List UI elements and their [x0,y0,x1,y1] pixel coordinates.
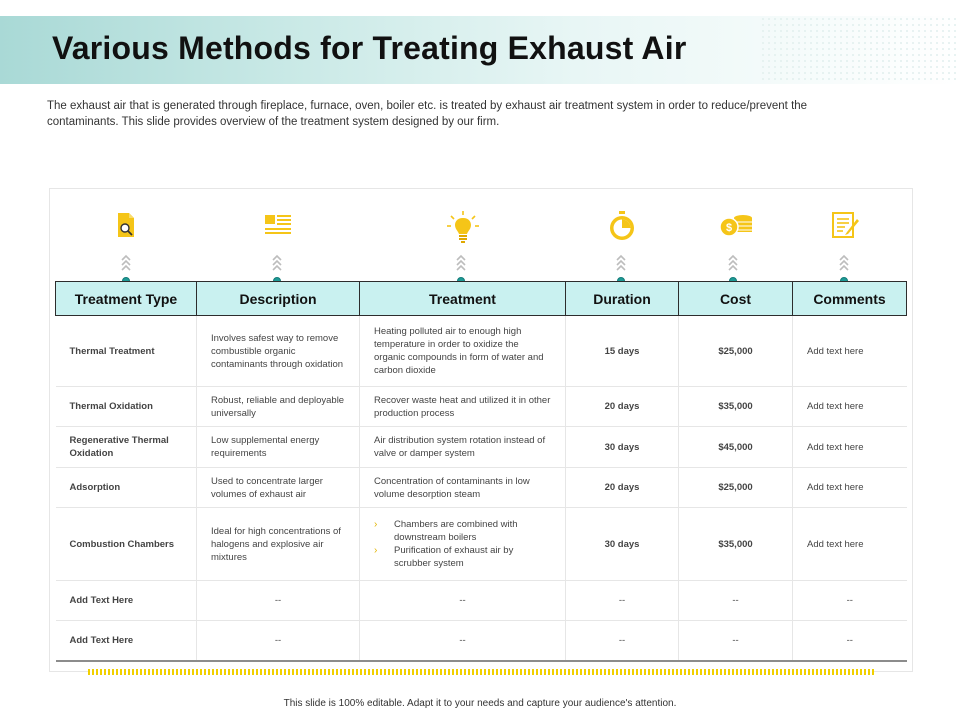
cell-cost: $35,000 [679,387,793,427]
cell-description: Low supplemental energy requirements [197,427,360,468]
treatment-bullet-list [374,518,551,570]
up-chevron-icon [615,252,627,274]
cell-treatment [360,508,566,581]
cell-treatment: -- [360,621,566,661]
table-row [56,581,907,621]
up-chevron-icon [838,252,850,274]
cell-type: Add Text Here [56,581,197,621]
cell-description: Involves safest way to remove combustible organic contaminants through oxidation [197,316,360,387]
cell-cost: $45,000 [679,427,793,468]
column-icon-cost [713,210,753,282]
table-row [56,621,907,661]
header-treatment: Treatment [360,282,566,316]
cell-description: -- [197,621,360,661]
cell-duration: 15 days [566,316,679,387]
up-chevron-icon [120,252,132,274]
light-bulb-icon [447,210,479,246]
column-icon-treatment-type [106,210,146,282]
page-title: Various Methods for Treating Exhaust Air [52,30,687,66]
cell-duration: 20 days [566,468,679,508]
cell-comment: -- [793,581,907,621]
icon-row [56,210,906,282]
cell-comment: Add text here [793,387,907,427]
header-cost: Cost [679,282,793,316]
column-icon-comments [824,210,864,282]
cell-comment: -- [793,621,907,661]
cell-treatment: -- [360,581,566,621]
cell-duration: -- [566,621,679,661]
cell-type: Regenerative Thermal Oxidation [56,427,197,468]
cell-duration: -- [566,581,679,621]
description-list-icon [263,210,293,240]
cell-treatment: Concentration of contaminants in low volume desorption steam [360,468,566,508]
column-icon-duration [601,210,641,282]
cell-description: Ideal for high concentrations of halogens and explosive air mixtures [197,508,360,581]
cell-cost: -- [679,621,793,661]
list-item: › Purification of exhaust air by scrubber system [374,544,551,570]
header-treatment-type: Treatment Type [56,282,197,316]
table-row [56,316,907,387]
cell-description: Used to concentrate larger volumes of exhaust air [197,468,360,508]
header-duration: Duration [566,282,679,316]
cell-type: Combustion Chambers [56,508,197,581]
cell-comment: Add text here [793,316,907,387]
cell-comment: Add text here [793,508,907,581]
coins-icon [719,210,753,240]
cell-duration: 20 days [566,387,679,427]
table-row [56,508,907,581]
footer-note: This slide is 100% editable. Adapt it to your needs and capture your audience's attention. [283,698,677,709]
decorative-stripe [88,669,874,675]
cell-type: Adsorption [56,468,197,508]
cell-description: -- [197,581,360,621]
document-search-icon [112,210,140,240]
cell-comment: Add text here [793,468,907,508]
svg-text:$: $ [725,222,733,234]
up-chevron-icon [271,252,283,274]
treatment-table [55,281,907,662]
cell-treatment: Heating polluted air to enough high temperature in order to oxidize the organic compounds in form of water and carbon dioxide [360,316,566,387]
cell-duration: 30 days [566,508,679,581]
cell-type: Add Text Here [56,621,197,661]
intro-paragraph: The exhaust air that is generated through fireplace, furnace, oven, boiler etc. is treated by exhaust air treatment system in order to reduce/prevent the contaminants. This slide provides overview of the treatment system designed by our firm. [47,100,808,128]
cell-duration: 30 days [566,427,679,468]
header-comments: Comments [793,282,907,316]
title-band-dot-pattern [760,16,960,84]
cell-cost: $25,000 [679,316,793,387]
up-chevron-icon [455,252,467,274]
cell-type: Thermal Treatment [56,316,197,387]
table-row [56,427,907,468]
column-icon-description [257,210,297,282]
notepad-pencil-icon [830,210,860,240]
cell-description: Robust, reliable and deployable universally [197,387,360,427]
cell-cost: -- [679,581,793,621]
header-description: Description [197,282,360,316]
list-item: › Chambers are combined with downstream boilers [374,518,551,544]
up-chevron-icon [727,252,739,274]
table-row [56,387,907,427]
column-icon-treatment [441,210,481,282]
cell-type: Thermal Oxidation [56,387,197,427]
table-row [56,468,907,508]
stopwatch-icon [607,210,637,242]
cell-cost: $25,000 [679,468,793,508]
cell-treatment: Air distribution system rotation instead of valve or damper system [360,427,566,468]
table-header-row [56,282,907,316]
cell-treatment: Recover waste heat and utilized it in other production process [360,387,566,427]
cell-comment: Add text here [793,427,907,468]
cell-cost: $35,000 [679,508,793,581]
